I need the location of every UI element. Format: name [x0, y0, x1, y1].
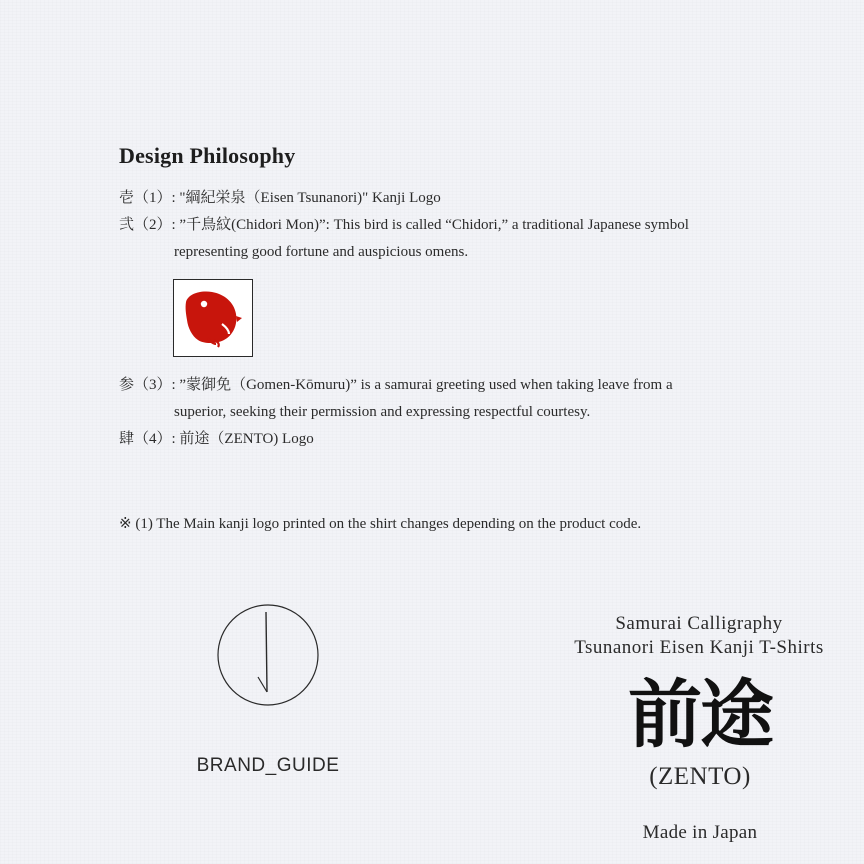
item-text: ”蒙御免（Gomen-Kōmuru)” is a samurai greeting used when taking leave from a [179, 377, 673, 393]
chidori-mon-logo [173, 279, 253, 357]
brush-stroke-circle-icon [217, 604, 319, 706]
chidori-bird-icon [174, 280, 252, 356]
zento-kanji-logo: 前途 [628, 672, 772, 758]
item-continuation: representing good fortune and auspicious omens. [174, 244, 469, 260]
item-marker: 参（3）: [119, 377, 176, 393]
item-text: ”千鳥紋(Chidori Mon)”: This bird is called “Chidori,” a traditional Japanese symbol [179, 217, 689, 233]
philosophy-item-3 [119, 372, 759, 426]
item-continuation: superior, seeking their permission and expressing respectful courtesy. [174, 404, 591, 420]
item-marker: 肆（4）: [119, 431, 176, 447]
made-in-japan-label: Made in Japan [642, 822, 758, 843]
tagline-line-1: Samurai Calligraphy [615, 613, 783, 634]
philosophy-item-4 [119, 426, 759, 453]
tagline-line-2: Tsunanori Eisen Kanji T-Shirts [574, 637, 824, 658]
item-marker: 弐（2）: [119, 217, 176, 233]
zento-roman-label: (ZENTO) [649, 763, 751, 790]
item-text: 前途（ZENTO) Logo [179, 431, 314, 447]
item-marker: 壱（1）: [119, 190, 176, 206]
item-text: "綱紀栄泉（Eisen Tsunanori)" Kanji Logo [179, 190, 441, 206]
philosophy-item-2 [119, 212, 759, 266]
brand-guide-label: BRAND_GUIDE [196, 755, 340, 776]
brand-circle-logo [217, 604, 319, 706]
footnote: ※ (1) The Main kanji logo printed on the shirt changes depending on the product code. [119, 516, 642, 532]
philosophy-item-1 [119, 185, 759, 212]
section-heading: Design Philosophy [119, 143, 296, 168]
